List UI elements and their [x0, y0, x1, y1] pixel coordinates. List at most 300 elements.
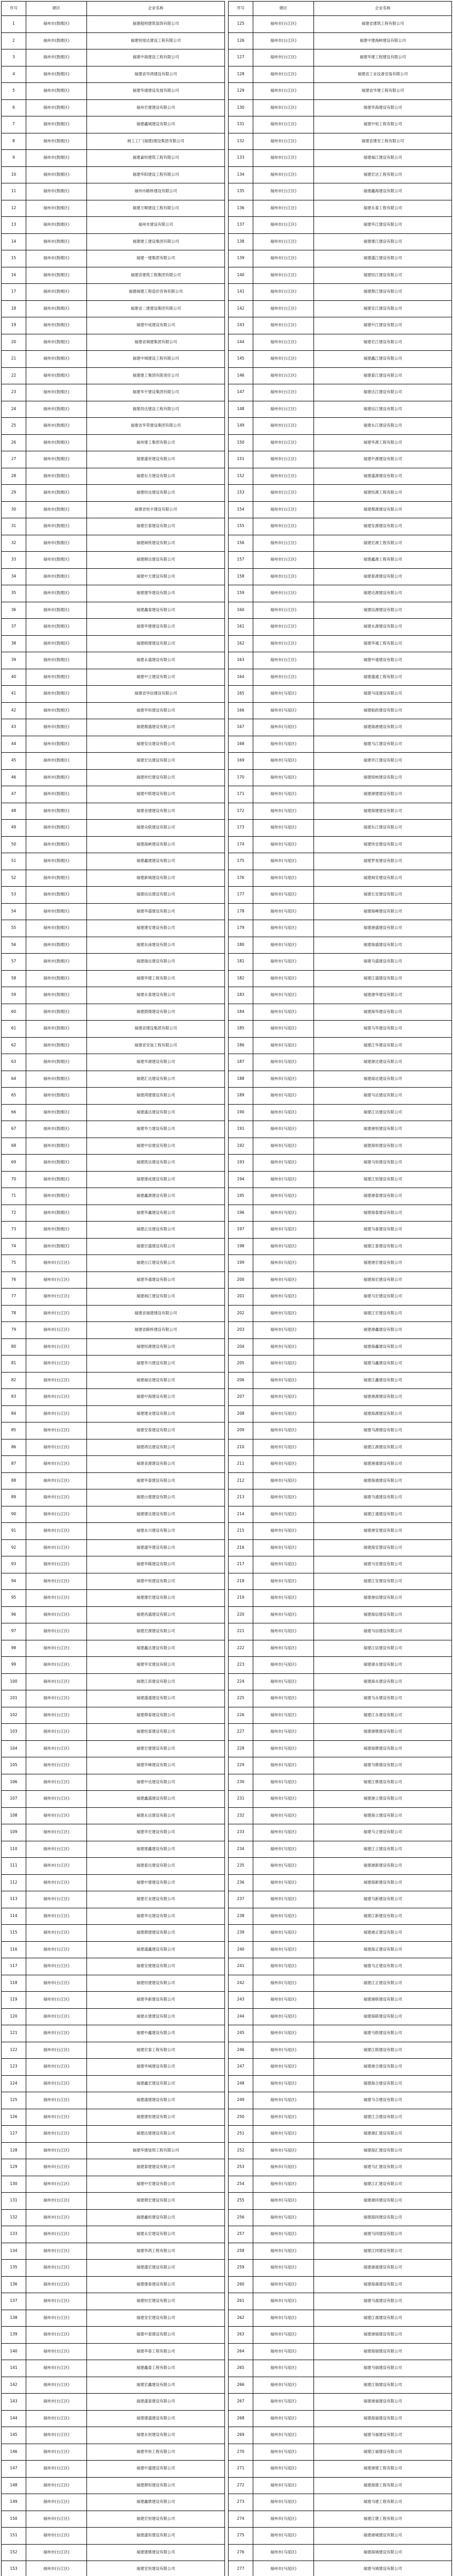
row-district: 福州市(马尾区) [253, 1858, 314, 1875]
row-company-name: 福建鼎建建设有限公司 [87, 1925, 225, 1942]
row-number: 44 [2, 736, 26, 753]
table-row [229, 1841, 452, 1858]
row-company-name: 福建宏江建设有限公司 [314, 334, 452, 351]
row-number: 130 [2, 2176, 26, 2193]
table-row [229, 1941, 452, 1958]
row-number: 216 [229, 1539, 253, 1556]
row-company-name: 福建港盛建设有限公司 [314, 920, 452, 937]
row-district: 福州市(台江区) [26, 1774, 87, 1791]
row-number: 270 [229, 2444, 253, 2461]
row-district: 福州市(马尾区) [253, 1573, 314, 1590]
row-company-name: 福建宏泰建设有限公司 [87, 518, 225, 535]
row-number: 264 [229, 2343, 253, 2360]
table-row [229, 1289, 452, 1306]
row-company-name: 福建省城建集团有限公司 [87, 334, 225, 351]
row-company-name: 福建江鑫建设有限公司 [314, 1372, 452, 1389]
table-row [229, 2059, 452, 2076]
row-district: 福州市(台江区) [253, 535, 314, 552]
row-number: 256 [229, 2209, 253, 2226]
row-district: 福州市(马尾区) [253, 2226, 314, 2243]
row-company-name: 福建华兴建设有限公司 [87, 1355, 225, 1372]
row-company-name: 福建海鼎建设有限公司 [314, 1740, 452, 1757]
row-number: 84 [2, 1405, 26, 1422]
table-row [2, 602, 225, 619]
row-number: 112 [2, 1874, 26, 1891]
row-company-name: 福建船政建设有限公司 [314, 702, 452, 719]
row-district: 福州市(马尾区) [253, 2544, 314, 2561]
table-row [2, 1272, 225, 1289]
row-company-name: 福建闽铁建设有限公司 [87, 535, 225, 552]
table-row [2, 1355, 225, 1372]
row-district: 福州市(台江区) [26, 1389, 87, 1406]
row-number: 8 [2, 133, 26, 150]
table-row [229, 351, 452, 368]
row-company-name: 福建宏达工程有限公司 [314, 166, 452, 183]
row-number: 243 [229, 1992, 253, 2009]
row-company-name: 福建中恒工程有限公司 [314, 116, 452, 133]
table-row [2, 2243, 225, 2260]
table-row [2, 32, 225, 49]
row-company-name: 福建金源建设有限公司 [87, 1456, 225, 1473]
row-company-name: 福建海合建设有限公司 [314, 2075, 452, 2092]
table-row [2, 736, 225, 753]
row-number: 207 [229, 1389, 253, 1406]
row-company-name: 福建中海建设工程有限公司 [87, 49, 225, 66]
row-district: 福州市(台江区) [26, 1807, 87, 1824]
row-number: 234 [229, 1841, 253, 1858]
table-row [2, 870, 225, 887]
table-row [229, 284, 452, 301]
row-district: 福州市(台江区) [253, 133, 314, 150]
row-district: 福州市(马尾区) [253, 702, 314, 719]
row-number: 24 [2, 401, 26, 418]
table-row [229, 1188, 452, 1205]
row-company-name: 福建港合建设有限公司 [314, 2059, 452, 2076]
row-company-name: 福建华泰建设有限公司 [87, 1472, 225, 1489]
row-number: 98 [2, 1640, 26, 1657]
row-district: 福州市(马尾区) [253, 1523, 314, 1540]
row-district: 福州市(台江区) [26, 1824, 87, 1841]
table-row [229, 2410, 452, 2427]
row-district: 福州市(鼓楼区) [26, 1138, 87, 1155]
table-row [229, 1222, 452, 1239]
row-company-name: 福建东方建设有限公司 [87, 468, 225, 485]
table-row [229, 1623, 452, 1640]
row-district: 福州市(台江区) [26, 2142, 87, 2159]
row-company-name: 福建华建工程建设有限公司 [314, 49, 452, 66]
row-company-name: 福建建工集团有限责任公司 [87, 367, 225, 384]
row-district: 福州市(马尾区) [253, 2260, 314, 2277]
table-row [2, 619, 225, 636]
table-row [2, 2410, 225, 2427]
row-company-name: 福建省建设集团有限公司 [87, 1021, 225, 1038]
row-number: 130 [229, 99, 253, 116]
row-company-name: 福建海泰建设有限公司 [314, 1205, 452, 1222]
row-number: 147 [2, 2461, 26, 2478]
table-row [2, 719, 225, 736]
table-row [229, 200, 452, 217]
row-district: 福州市(马尾区) [253, 2008, 314, 2025]
row-district: 福州市(台江区) [253, 83, 314, 100]
row-company-name: 福建省路桥建设有限公司 [87, 1322, 225, 1339]
row-company-name: 福建马江建设有限公司 [314, 736, 452, 753]
row-district: 福州市(马尾区) [253, 2042, 314, 2059]
row-district: 福州市(马尾区) [253, 1992, 314, 2009]
row-district: 福州市(马尾区) [253, 686, 314, 703]
row-district: 福州市(台江区) [26, 1975, 87, 1992]
row-company-name: 福建江瑞建设有限公司 [314, 2377, 452, 2394]
row-company-name: 福建盛通工程有限公司 [314, 669, 452, 686]
row-company-name: 福建台江建设有限公司 [87, 1255, 225, 1272]
table-row [229, 150, 452, 167]
table-row [2, 1908, 225, 1925]
row-district: 福州市(马尾区) [253, 1891, 314, 1908]
row-company-name: 福建建华建设有限公司 [87, 585, 225, 602]
row-number: 38 [2, 635, 26, 652]
table-row [2, 99, 225, 116]
table-row [229, 887, 452, 904]
row-district: 福州市(台江区) [26, 1640, 87, 1657]
table-row [2, 2042, 225, 2059]
row-district: 福州市(马尾区) [253, 1305, 314, 1322]
row-company-name: 福建中恒建设有限公司 [87, 1573, 225, 1590]
table-row [229, 2092, 452, 2109]
table-row [229, 451, 452, 468]
row-number: 55 [2, 920, 26, 937]
row-district: 福州市(台江区) [26, 1791, 87, 1808]
row-company-name: 福建万顺建设工程有限公司 [87, 200, 225, 217]
row-district: 福州市(马尾区) [253, 2360, 314, 2377]
row-number: 137 [2, 2293, 26, 2310]
row-district: 福州市(台江区) [26, 2461, 87, 2478]
row-number: 58 [2, 970, 26, 987]
table-row [229, 501, 452, 518]
table-row [229, 2075, 452, 2092]
table-row [2, 1941, 225, 1958]
row-number: 143 [2, 2394, 26, 2411]
table-row [229, 1138, 452, 1155]
table-row [229, 1774, 452, 1791]
row-district: 福州市(台江区) [253, 451, 314, 468]
row-district: 福州市(鼓楼区) [26, 1021, 87, 1038]
table-row [229, 1456, 452, 1473]
row-company-name: 福建马盛建设有限公司 [314, 954, 452, 971]
row-district: 福州市(鼓楼区) [26, 1205, 87, 1222]
row-number: 160 [229, 602, 253, 619]
row-company-name: 福建省建安工程有限公司 [314, 133, 452, 150]
row-district: 福州市(马尾区) [253, 987, 314, 1004]
table-row [2, 83, 225, 100]
row-district: 福州市(鼓楼区) [26, 887, 87, 904]
row-district: 福州市(台江区) [26, 1272, 87, 1289]
row-number: 73 [2, 1222, 26, 1239]
row-district: 福州市(马尾区) [253, 2159, 314, 2176]
row-number: 181 [229, 954, 253, 971]
row-number: 247 [229, 2059, 253, 2076]
table-row [229, 32, 452, 49]
row-number: 221 [229, 1623, 253, 1640]
row-number: 128 [229, 66, 253, 83]
row-district: 福州市(鼓楼区) [26, 635, 87, 652]
table-row [229, 937, 452, 954]
row-district: 福州市(马尾区) [253, 1925, 314, 1942]
row-number: 69 [2, 1155, 26, 1172]
row-number: 94 [2, 1573, 26, 1590]
row-number: 246 [229, 2042, 253, 2059]
row-company-name: 福建华建装饰工程有限公司 [87, 2142, 225, 2159]
row-district: 福州市(台江区) [253, 233, 314, 250]
row-district: 福州市(马尾区) [253, 1489, 314, 1506]
row-district: 福州市(台江区) [26, 1372, 87, 1389]
table-row [229, 183, 452, 200]
table-row [229, 2042, 452, 2059]
table-row [2, 334, 225, 351]
row-company-name: 福建中城建设工程有限公司 [87, 351, 225, 368]
row-district: 福州市(鼓楼区) [26, 267, 87, 284]
row-district: 福州市(鼓楼区) [26, 250, 87, 267]
row-company-name: 福建昌盛建设有限公司 [87, 1606, 225, 1623]
row-district: 福州市(马尾区) [253, 2528, 314, 2545]
row-number: 267 [229, 2394, 253, 2411]
row-district: 福州市(台江区) [253, 384, 314, 401]
row-number: 193 [229, 1155, 253, 1172]
table-row [2, 1824, 225, 1841]
row-company-name: 福建泰达建设有限公司 [87, 1858, 225, 1875]
row-district: 福州市(鼓楼区) [26, 518, 87, 535]
row-company-name: 福建马晟建设有限公司 [314, 2293, 452, 2310]
table-row [2, 2075, 225, 2092]
table-row [2, 1004, 225, 1021]
row-company-name: 福建恒旭达建设工程有限公司 [87, 32, 225, 49]
table-row [2, 116, 225, 133]
row-district: 福州市(马尾区) [253, 736, 314, 753]
table-row [229, 1573, 452, 1590]
row-number: 132 [2, 2209, 26, 2226]
row-company-name: 福建马通建设有限公司 [314, 1489, 452, 1506]
table-row [229, 803, 452, 820]
row-company-name: 福建鑫源工程有限公司 [314, 552, 452, 569]
row-district: 福州市(鼓楼区) [26, 66, 87, 83]
table-row [229, 702, 452, 719]
row-district: 福州市(马尾区) [253, 1188, 314, 1205]
row-district: 福州市(台江区) [26, 1740, 87, 1757]
row-company-name: 福建华力建设有限公司 [87, 1121, 225, 1138]
row-district: 福州市(台江区) [253, 367, 314, 384]
row-company-name: 福建港福建设有限公司 [314, 2394, 452, 2411]
row-number: 152 [2, 2544, 26, 2561]
row-number: 125 [229, 16, 253, 33]
row-district: 福州市(台江区) [26, 1657, 87, 1674]
row-company-name: 福建江信建设有限公司 [314, 1640, 452, 1657]
row-number: 227 [229, 1724, 253, 1741]
table-row [229, 1523, 452, 1540]
table-row [229, 1690, 452, 1707]
row-company-name: 福建海安建设有限公司 [314, 1539, 452, 1556]
row-number: 203 [229, 1322, 253, 1339]
row-district: 福州市(鼓楼区) [26, 1004, 87, 1021]
row-district: 福州市(马尾区) [253, 753, 314, 770]
row-district: 福州市(鼓楼区) [26, 1155, 87, 1172]
table-row [229, 552, 452, 569]
row-company-name: 福建港联建设有限公司 [314, 1992, 452, 2009]
row-company-name: 福建瑞达建设有限公司 [87, 954, 225, 971]
row-company-name: 福建华源建设有限公司 [87, 1054, 225, 1071]
table-row [2, 2444, 225, 2461]
table-row [2, 887, 225, 904]
row-company-name: 福建鑫恒建设有限公司 [87, 2209, 225, 2226]
tables-container [1, 1, 452, 2576]
row-number: 62 [2, 1037, 26, 1054]
table-row [2, 1238, 225, 1255]
row-district: 福州市(鼓楼区) [26, 284, 87, 301]
table-row [229, 568, 452, 585]
row-company-name: 福建中达建设有限公司 [87, 1774, 225, 1791]
table-row [2, 1673, 225, 1690]
row-number: 218 [229, 1573, 253, 1590]
row-number: 152 [229, 468, 253, 485]
row-number: 222 [229, 1640, 253, 1657]
table-row [229, 602, 452, 619]
row-district: 福州市(台江区) [26, 2293, 87, 2310]
row-district: 福州市(马尾区) [253, 820, 314, 837]
row-company-name: 福建中建建设有限公司 [87, 1874, 225, 1891]
row-number: 237 [229, 1891, 253, 1908]
row-company-name: 福建海汇建设有限公司 [314, 2142, 452, 2159]
table-row [229, 1891, 452, 1908]
row-district: 福州市(鼓楼区) [26, 970, 87, 987]
row-number: 46 [2, 769, 26, 786]
row-number: 126 [229, 32, 253, 49]
row-district: 福州市(马尾区) [253, 1456, 314, 1473]
row-district: 福州市(台江区) [253, 32, 314, 49]
row-number: 170 [229, 769, 253, 786]
row-company-name: 福建华建建设有限公司 [87, 619, 225, 636]
row-district: 福州市(鼓楼区) [26, 753, 87, 770]
row-company-name: 福建安源建设有限公司 [314, 518, 452, 535]
row-number: 171 [229, 786, 253, 803]
row-number: 144 [2, 2410, 26, 2427]
row-company-name: 福建永泰建设有限公司 [87, 987, 225, 1004]
row-district: 福州市(台江区) [26, 2193, 87, 2210]
row-number: 271 [229, 2461, 253, 2478]
row-number: 91 [2, 1523, 26, 1540]
row-number: 114 [2, 1908, 26, 1925]
row-company-name: 福建江正建设有限公司 [314, 1975, 452, 1992]
row-district: 福州市(马尾区) [253, 1138, 314, 1155]
table-row [229, 1908, 452, 1925]
table-row [2, 1222, 225, 1239]
row-district: 福州市(台江区) [253, 250, 314, 267]
row-company-name: 福建金建建设有限公司 [87, 803, 225, 820]
row-district: 福州市(马尾区) [253, 2126, 314, 2143]
row-number: 31 [2, 518, 26, 535]
row-district: 福州市(台江区) [26, 2444, 87, 2461]
row-company-name: 福建海立建设有限公司 [314, 1807, 452, 1824]
row-district: 福州市(马尾区) [253, 2394, 314, 2411]
row-number: 88 [2, 1472, 26, 1489]
table-row [2, 1757, 225, 1774]
row-number: 63 [2, 1054, 26, 1071]
row-company-name: 福建盛源建设有限公司 [314, 468, 452, 485]
row-number: 157 [229, 552, 253, 569]
row-number: 3 [2, 49, 26, 66]
table-row [2, 1874, 225, 1891]
table-row [2, 501, 225, 518]
row-company-name: 福建嘉恒建筑工程有限公司 [87, 150, 225, 167]
row-number: 199 [229, 1255, 253, 1272]
table-row [229, 2159, 452, 2176]
table-row [229, 116, 452, 133]
row-company-name: 福建省华建工程有限公司 [314, 83, 452, 100]
row-district: 福州市(鼓楼区) [26, 870, 87, 887]
row-number: 186 [229, 1037, 253, 1054]
table-row [2, 1338, 225, 1355]
row-company-name: 福建港安建设有限公司 [314, 1523, 452, 1540]
row-company-name: 福建信源建设有限公司 [314, 602, 452, 619]
row-number: 99 [2, 1657, 26, 1674]
row-number: 93 [2, 1556, 26, 1573]
row-company-name: 福建宏鑫建设有限公司 [87, 2377, 225, 2394]
table-row [2, 903, 225, 920]
row-company-name: 福建中泰建设有限公司 [87, 2327, 225, 2344]
row-number: 14 [2, 233, 26, 250]
row-company-name: 福建宏业建设有限公司 [87, 1891, 225, 1908]
row-district: 福州市(台江区) [26, 1322, 87, 1339]
row-company-name: 福建华通建设有限公司 [87, 1272, 225, 1289]
row-district: 福州市(马尾区) [253, 1958, 314, 1975]
row-number: 210 [229, 1439, 253, 1456]
row-district: 福州市(台江区) [253, 317, 314, 334]
table-row [229, 786, 452, 803]
row-district: 福州市(鼓楼区) [26, 769, 87, 786]
row-number: 104 [2, 1740, 26, 1757]
row-district: 福州市(台江区) [253, 418, 314, 435]
row-district: 福州市(鼓楼区) [26, 32, 87, 49]
row-district: 福州市(马尾区) [253, 2477, 314, 2494]
table-row [229, 820, 452, 837]
row-number: 215 [229, 1523, 253, 1540]
row-number: 149 [2, 2494, 26, 2511]
table-row [2, 552, 225, 569]
row-number: 239 [229, 1925, 253, 1942]
table-row [2, 987, 225, 1004]
table-row [229, 1037, 452, 1054]
table-row [2, 568, 225, 585]
row-district: 福州市(鼓楼区) [26, 418, 87, 435]
row-number: 92 [2, 1539, 26, 1556]
table-row [2, 49, 225, 66]
table-row [229, 1539, 452, 1556]
table-row [2, 2092, 225, 2109]
row-number: 17 [2, 284, 26, 301]
row-district: 福州市(马尾区) [253, 2059, 314, 2076]
table-row [229, 49, 452, 66]
row-district: 福州市(鼓楼区) [26, 334, 87, 351]
row-district: 福州市(台江区) [26, 2008, 87, 2025]
row-company-name: 福建海信建设有限公司 [314, 1606, 452, 1623]
right-table [228, 1, 452, 2576]
table-row [229, 2109, 452, 2126]
table-row [2, 1138, 225, 1155]
row-number: 191 [229, 1121, 253, 1138]
row-number: 131 [229, 116, 253, 133]
row-company-name: 福建江新建设有限公司 [314, 1908, 452, 1925]
row-district: 福州市(鼓楼区) [26, 384, 87, 401]
row-company-name: 福建港同建设有限公司 [314, 2193, 452, 2210]
row-district: 福州市(马尾区) [253, 1054, 314, 1071]
table-row [2, 1707, 225, 1724]
row-district: 福州市(台江区) [253, 669, 314, 686]
